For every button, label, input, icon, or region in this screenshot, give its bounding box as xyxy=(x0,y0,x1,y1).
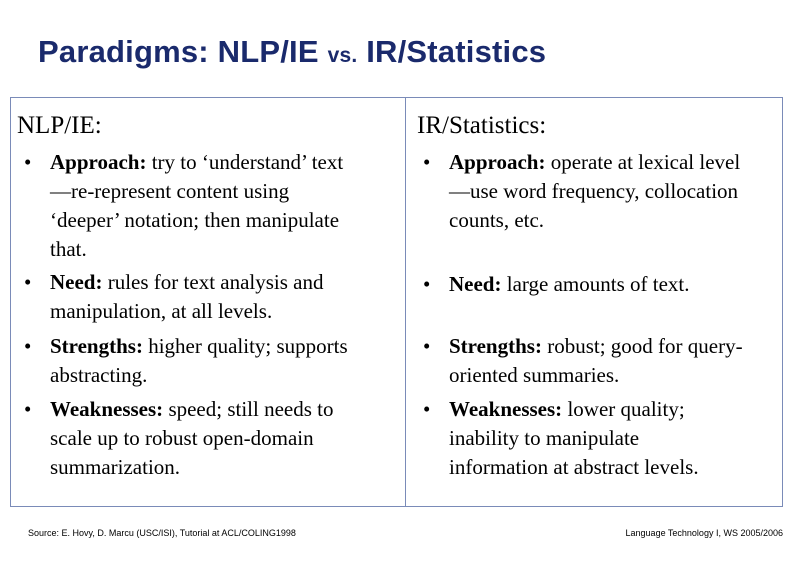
title-main: Paradigms: NLP/IE xyxy=(38,34,328,69)
bullet-term: Strengths: xyxy=(449,334,542,358)
nlp-approach-bullet xyxy=(19,148,404,264)
bullet-text: oriented summaries. xyxy=(449,363,620,387)
title-end: IR/Statistics xyxy=(357,34,547,69)
title-vs: vs. xyxy=(327,44,358,67)
bullet-text: —re-represent content using xyxy=(50,179,290,203)
bullet-text: robust; good for query- xyxy=(541,334,743,358)
comparison-table xyxy=(10,97,783,507)
bullet-text: try to ‘understand’ text xyxy=(146,150,344,174)
ir-strengths-bullet xyxy=(418,332,788,390)
bullet-text: speed; still needs to xyxy=(163,397,334,421)
nlp-ie-bullets xyxy=(19,148,404,482)
bullet-text: that. xyxy=(50,237,87,261)
ir-statistics-bullets xyxy=(418,148,788,482)
nlp-strengths-bullet xyxy=(19,332,404,390)
bullet-text: inability to manipulate xyxy=(449,426,640,450)
bullet-text: —use word frequency, collocation xyxy=(449,179,739,203)
ir-approach-bullet xyxy=(418,148,788,235)
bullet-term: Approach: xyxy=(449,150,546,174)
nlp-need-bullet xyxy=(19,268,404,326)
bullet-term: Need: xyxy=(50,270,103,294)
bullet-term: Weaknesses: xyxy=(449,397,563,421)
nlp-ie-header: NLP/IE: xyxy=(17,112,102,139)
bullet-text: ‘deeper’ notation; then manipulate xyxy=(50,208,340,232)
bullet-text: rules for text analysis and xyxy=(102,270,324,294)
bullet-text: manipulation, at all levels. xyxy=(50,299,273,323)
bullet-text: scale up to robust open-domain xyxy=(50,426,314,450)
slide-title xyxy=(38,34,546,70)
bullet-text: higher quality; supports xyxy=(142,334,348,358)
bullet-text: summarization. xyxy=(50,455,181,479)
ir-weaknesses-bullet xyxy=(418,395,788,482)
nlp-weaknesses-bullet xyxy=(19,395,404,482)
nlp-ie-column xyxy=(11,98,406,506)
bullet-text: large amounts of text. xyxy=(501,272,690,296)
bullet-text: counts, etc. xyxy=(449,208,545,232)
bullet-term: Need: xyxy=(449,272,502,296)
bullet-text: lower quality; xyxy=(562,397,685,421)
ir-statistics-header: IR/Statistics: xyxy=(417,112,547,139)
source-footer: Source: E. Hovy, D. Marcu (USC/ISI), Tutorial at ACL/COLING1998 xyxy=(28,528,296,538)
bullet-text: operate at lexical level xyxy=(545,150,741,174)
ir-statistics-column xyxy=(406,98,782,506)
bullet-text: abstracting. xyxy=(50,363,148,387)
bullet-term: Strengths: xyxy=(50,334,143,358)
bullet-term: Approach: xyxy=(50,150,147,174)
bullet-text: information at abstract levels. xyxy=(449,455,699,479)
bullet-term: Weaknesses: xyxy=(50,397,164,421)
ir-need-bullet xyxy=(418,270,788,299)
course-footer: Language Technology I, WS 2005/2006 xyxy=(625,528,783,538)
